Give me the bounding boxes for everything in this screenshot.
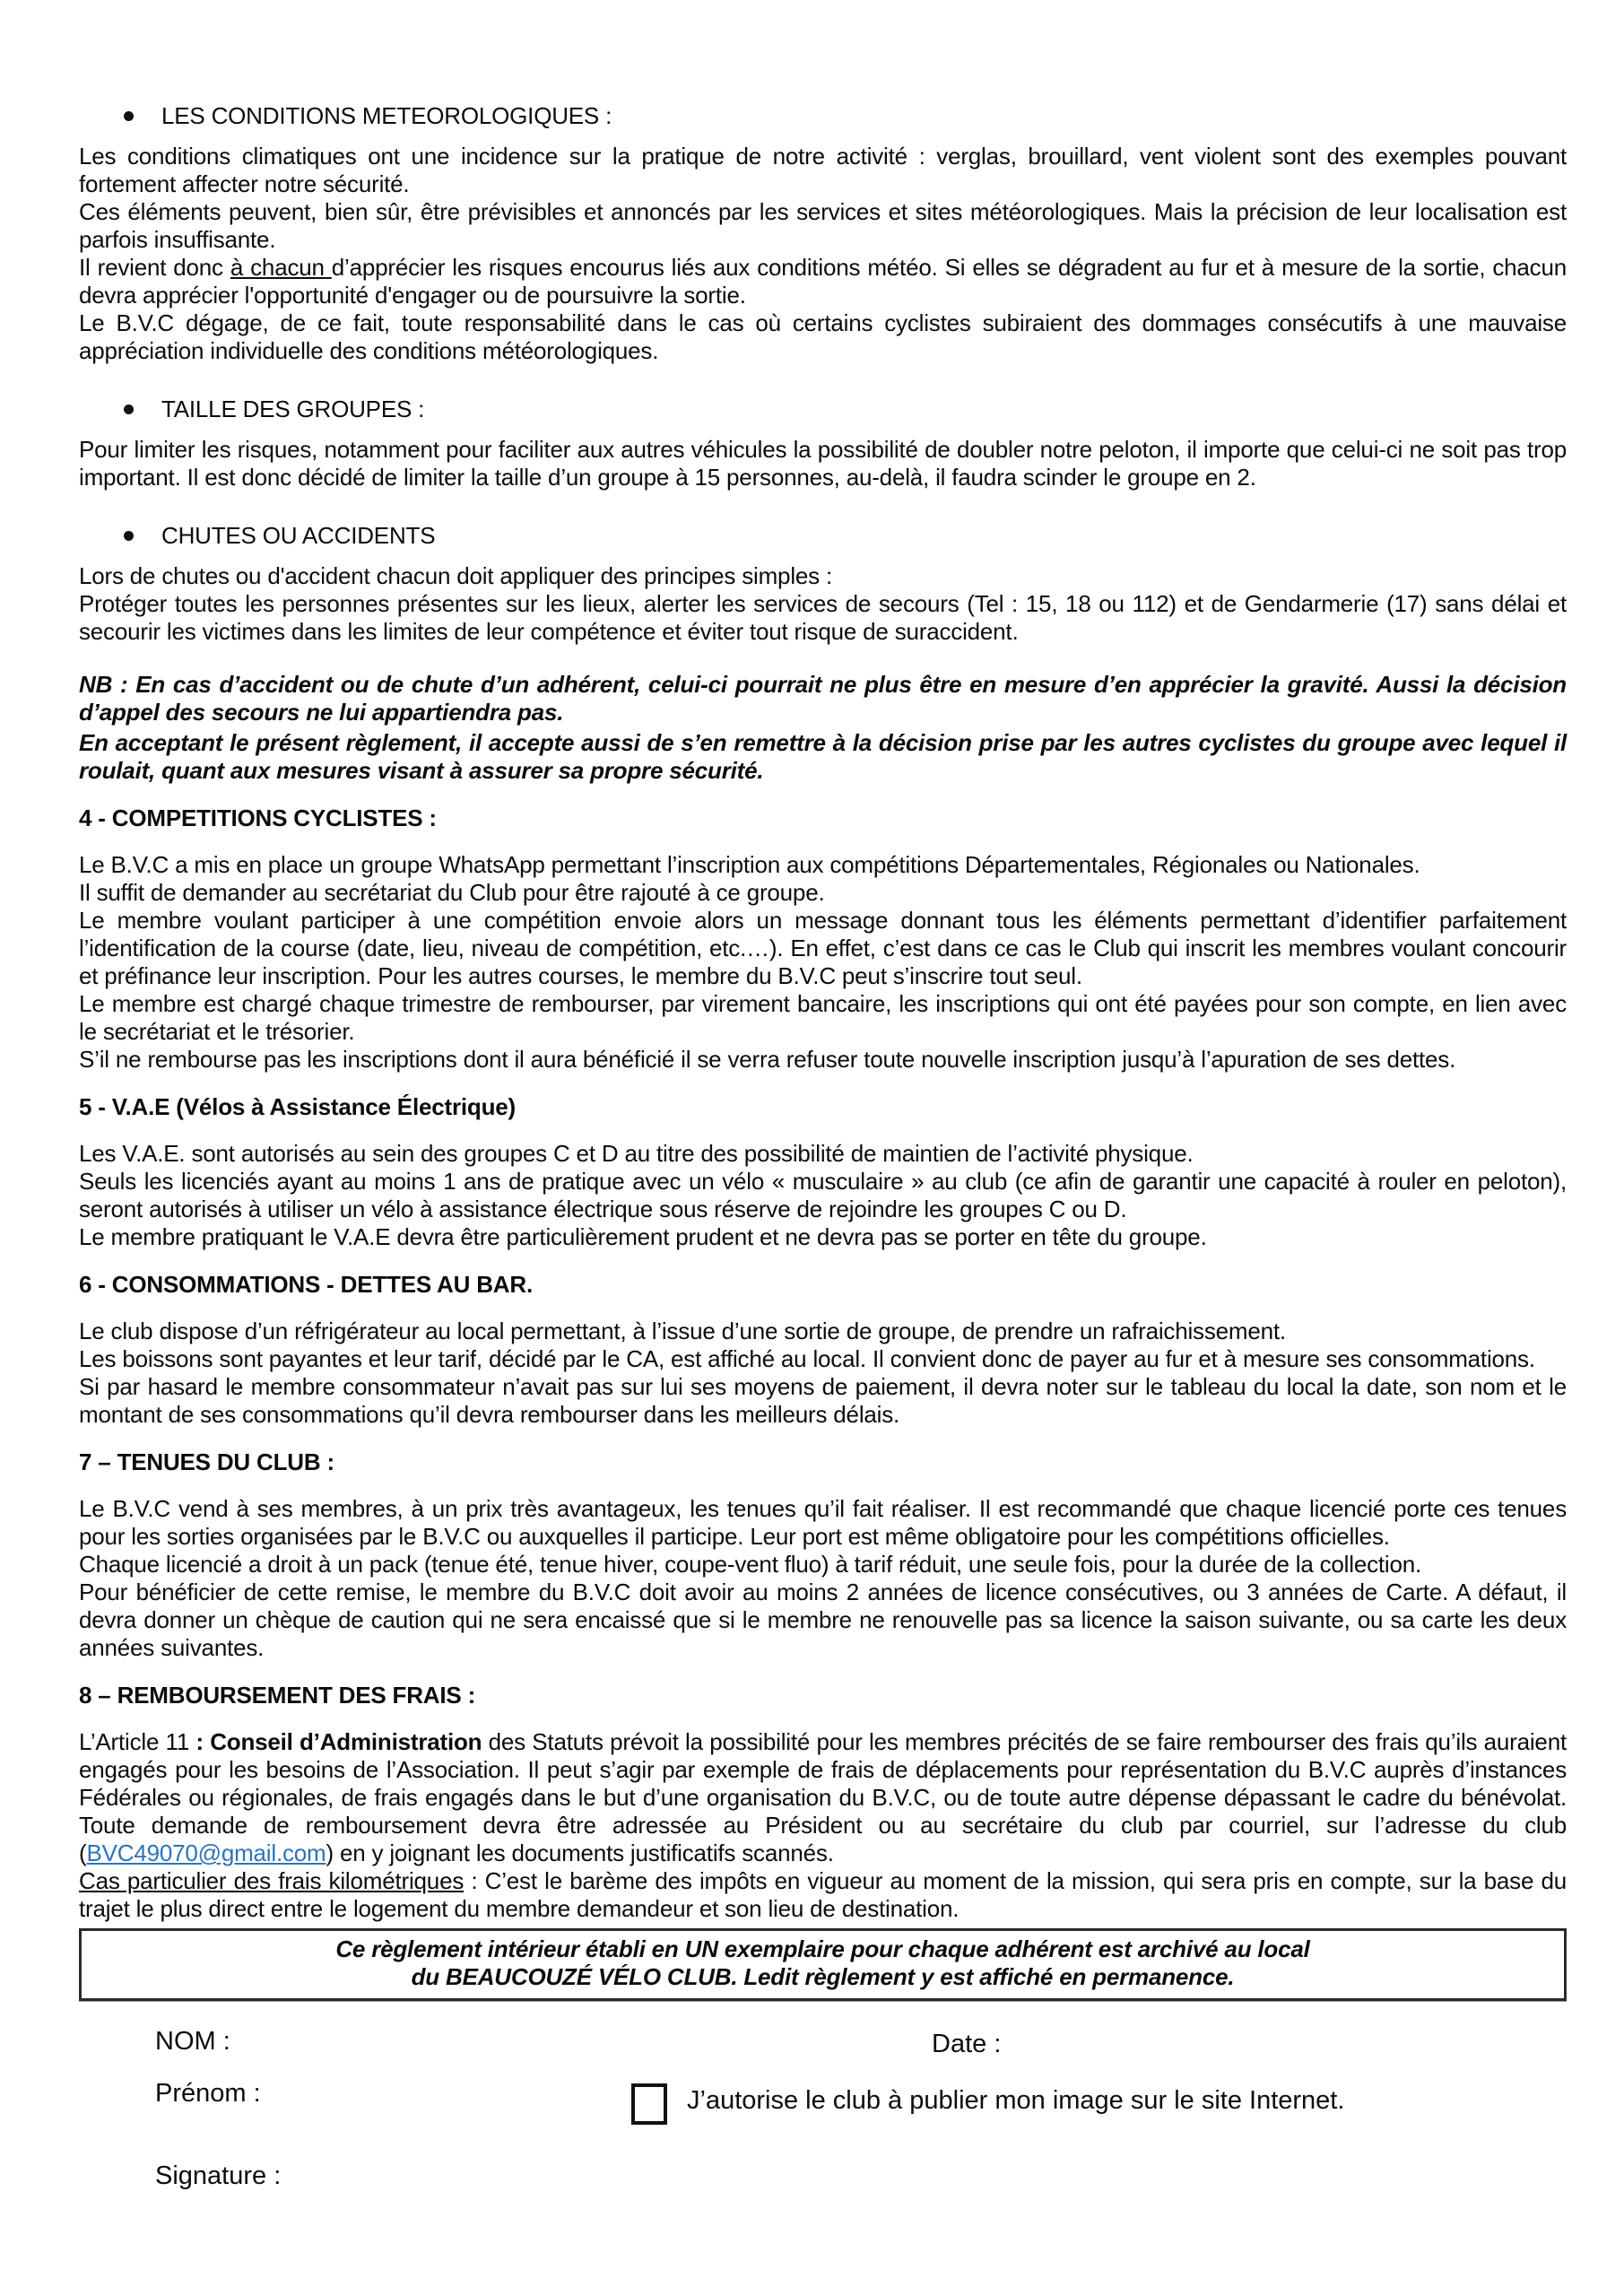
paragraph xyxy=(79,851,1567,879)
email-link[interactable]: BVC49070@gmail.com xyxy=(86,1839,326,1866)
text-segment: à chacun xyxy=(230,254,332,281)
bullet-icon xyxy=(124,404,134,414)
paragraph xyxy=(79,198,1567,254)
bullet-icon xyxy=(124,111,134,121)
bullet-heading-label: TAILLE DES GROUPES : xyxy=(161,396,425,422)
paragraph xyxy=(79,907,1567,990)
paragraph xyxy=(79,1318,1567,1345)
bullet-heading xyxy=(79,396,1567,423)
text-segment: Pour bénéficier de cette remise, le membre du B.V.C doit avoir au moins 2 années de licence consécutives, ou 3 années de Carte. A défaut, il devra donner un chèque de caution qui ne sera encaissé que si le membre ne renouvelle pas sa licence la saison suivante, ou sa carte les deux années suivantes. xyxy=(79,1578,1567,1661)
prenom-label: Prénom : xyxy=(155,2079,261,2108)
text-segment: Les conditions climatiques ont une incidence sur la pratique de notre activité : verglas, brouillard, vent violent sont des exemples pouvant fortement affecter notre sécurité. xyxy=(79,143,1567,197)
section-heading: 8 – REMBOURSEMENT DES FRAIS : xyxy=(79,1682,476,1709)
text-segment: Le B.V.C dégage, de ce fait, toute responsabilité dans le cas où certains cyclistes subiraient des dommages consécutifs à une mauvaise appréciation individuelle des conditions météorologiques. xyxy=(79,309,1567,364)
bullet-heading-label: LES CONDITIONS METEOROLOGIQUES : xyxy=(161,102,612,129)
signature-form xyxy=(79,2028,1567,2252)
text-segment: d’apprécier les risques encourus liés aux conditions météo. Si elles se dégradent au fur et à mesure de la sortie, chacun devra apprécier l'opportunité d'engager ou de poursuivre la sortie. xyxy=(79,254,1568,309)
paragraph xyxy=(79,254,1567,309)
text-segment: Le membre est chargé chaque trimestre de rembourser, par virement bancaire, les inscriptions qui ont été payées pour son compte, en lien avec le secrétariat et le trésorier. xyxy=(79,990,1567,1045)
paragraph xyxy=(79,1578,1567,1662)
text-segment: ) en y joignant les documents justificatifs scannés. xyxy=(326,1839,834,1866)
paragraph xyxy=(79,1140,1567,1168)
paragraph xyxy=(79,436,1567,491)
text-segment: Les boissons sont payantes et leur tarif, décidé par le CA, est affiché au local. Il convient donc de payer au fur et à mesure ses consommations. xyxy=(79,1345,1535,1372)
boxed-note-line: Ce règlement intérieur établi en UN exemplaire pour chaque adhérent est archivé au local xyxy=(335,1935,1310,1962)
paragraph xyxy=(79,1046,1567,1074)
paragraph xyxy=(79,143,1567,198)
text-segment: Protéger toutes les personnes présentes sur les lieux, alerter les services de secours (Tel : 15, 18 ou 112) et de Gendarmerie (17) sans délai et secourir les victimes dans les limites de leur compétence et éviter tout risque de suraccident. xyxy=(79,590,1567,645)
boxed-note xyxy=(79,1928,1567,2001)
text-segment: Ces éléments peuvent, bien sûr, être prévisibles et annoncés par les services et sites météorologiques. Mais la précision de leur localisation est parfois insuffisante. xyxy=(79,198,1567,253)
nb-note-paragraph xyxy=(79,729,1567,785)
nom-label: NOM : xyxy=(155,2027,230,2056)
text-segment: Si par hasard le membre consommateur n’avait pas sur lui ses moyens de paiement, il devra noter sur le tableau du local la date, son nom et le montant de ses consommations qu’il devra rembourser dans les meilleurs délais. xyxy=(79,1373,1567,1428)
bullet-heading xyxy=(79,102,1567,130)
image-consent-checkbox[interactable] xyxy=(631,2083,667,2125)
text-segment: Lors de chutes ou d'accident chacun doit appliquer des principes simples : xyxy=(79,562,833,589)
text-segment: S’il ne rembourse pas les inscriptions dont il aura bénéficié il se verra refuser toute nouvelle inscription jusqu’à l’apuration de ses dettes. xyxy=(79,1046,1456,1073)
paragraph xyxy=(79,1373,1567,1429)
text-segment: Cas particulier des frais kilométriques xyxy=(79,1867,465,1894)
section-heading: 4 - COMPETITIONS CYCLISTES : xyxy=(79,804,437,831)
text-segment: Le club dispose d’un réfrigérateur au local permettant, à l’issue d’une sortie de groupe, de prendre un rafraichissement. xyxy=(79,1318,1286,1344)
paragraph xyxy=(79,1345,1567,1373)
nb-note-paragraph xyxy=(79,671,1567,726)
paragraph xyxy=(79,562,1567,590)
paragraph xyxy=(79,879,1567,907)
text-segment: Le B.V.C vend à ses membres, à un prix très avantageux, les tenues qu’il fait réaliser. Il est recommandé que chaque licencié porte ces tenues pour les sorties organisées par le B.V.C ou auxquelles il participe. Leur port est même obligatoire pour les compétitions officielles. xyxy=(79,1495,1567,1550)
signature-label: Signature : xyxy=(155,2161,282,2190)
bullet-icon xyxy=(124,531,134,541)
text-segment: Les V.A.E. sont autorisés au sein des groupes C et D au titre des possibilité de maintien de l’activité physique. xyxy=(79,1140,1194,1167)
text-segment: : Conseil d’Administration xyxy=(195,1728,482,1755)
paragraph xyxy=(79,309,1567,365)
paragraph xyxy=(79,1223,1567,1251)
boxed-note-line: du BEAUCOUZÉ VÉLO CLUB. Ledit règlement y est affiché en permanence. xyxy=(411,1963,1235,1990)
section-heading: 5 - V.A.E (Vélos à Assistance Électrique) xyxy=(79,1093,516,1120)
text-segment: Seuls les licenciés ayant au moins 1 ans de pratique avec un vélo « musculaire » au club (ce afin de garantir une capacité à rouler en peloton), seront autorisés à utiliser un vélo à assistance électrique sous réserve de rejoindre les groupes C ou D. xyxy=(79,1168,1567,1222)
text-segment: des Statuts prévoit la possibilité pour les membres précités de se faire rembourser des frais qu’ils auraient engagés pour les besoins de l’Association. Il peut s’agir par exemple de frais de déplacements pour représentation du B.V.C auprès d’instances Fédérales ou régionales, de frais engagés dans le but d’une organisation du B.V.C, ou de toute autre dépense dépassant le cadre du bénévolat. Toute demande de remboursement devra être adressée au Président ou au secrétaire du club par courriel, sur l’adresse du club ( xyxy=(79,1728,1567,1866)
text-segment: En acceptant le présent règlement, il accepte aussi de s’en remettre à la décision prise par les autres cyclistes du groupe avec lequel il roulait, quant aux mesures visant à assurer sa propre sécurité. xyxy=(79,729,1567,784)
text-segment: : C’est le barème des impôts en vigueur au moment de la mission, qui sera pris en compte, sur la base du trajet le plus direct entre le logement du membre demandeur et son lieu de destination. xyxy=(79,1867,1567,1922)
paragraph xyxy=(79,1495,1567,1551)
section-heading: 7 – TENUES DU CLUB : xyxy=(79,1448,334,1475)
section-heading: 6 - CONSOMMATIONS - DETTES AU BAR. xyxy=(79,1271,533,1298)
text-segment: Le membre voulant participer à une compétition envoie alors un message donnant tous les éléments permettant d’identifier parfaitement l’identification de la course (date, lieu, niveau de compétition, etc.…). En effet, c’est dans ce cas le Club qui inscrit les membres voulant concourir et préfinance leur inscription. Pour les autres courses, le membre du B.V.C peut s’inscrire tout seul. xyxy=(79,907,1567,989)
text-segment: Il suffit de demander au secrétariat du Club pour être rajouté à ce groupe. xyxy=(79,879,825,906)
document-body xyxy=(79,102,1567,2001)
text-segment: NB : En cas d’accident ou de chute d’un adhérent, celui-ci pourrait ne plus être en mesure d’en apprécier la gravité. Aussi la décision d’appel des secours ne lui appartiendra pas. xyxy=(79,671,1567,726)
paragraph xyxy=(79,1551,1567,1578)
date-label: Date : xyxy=(932,2030,1002,2058)
image-consent-label: J’autorise le club à publier mon image sur le site Internet. xyxy=(687,2086,1345,2115)
bullet-heading xyxy=(79,522,1567,550)
text-segment: L’Article 11 xyxy=(79,1728,196,1755)
text-segment: Pour limiter les risques, notamment pour faciliter aux autres véhicules la possibilité de doubler notre peloton, il importe que celui-ci ne soit pas trop important. Il est donc décidé de limiter la taille d’un groupe à 15 personnes, au-delà, il faudra scinder le groupe en 2. xyxy=(79,436,1567,491)
bullet-heading-label: CHUTES OU ACCIDENTS xyxy=(161,522,436,549)
paragraph xyxy=(79,590,1567,646)
text-segment: Il revient donc xyxy=(79,254,230,281)
paragraph xyxy=(79,1168,1567,1223)
text-segment: Le membre pratiquant le V.A.E devra être particulièrement prudent et ne devra pas se porter en tête du groupe. xyxy=(79,1223,1207,1250)
paragraph xyxy=(79,990,1567,1046)
text-segment: Le B.V.C a mis en place un groupe WhatsApp permettant l’inscription aux compétitions Départementales, Régionales ou Nationales. xyxy=(79,851,1420,878)
paragraph xyxy=(79,1867,1567,1923)
text-segment: Chaque licencié a droit à un pack (tenue été, tenue hiver, coupe-vent fluo) à tarif réduit, une seule fois, pour la durée de la collection. xyxy=(79,1551,1422,1578)
paragraph xyxy=(79,1728,1567,1867)
